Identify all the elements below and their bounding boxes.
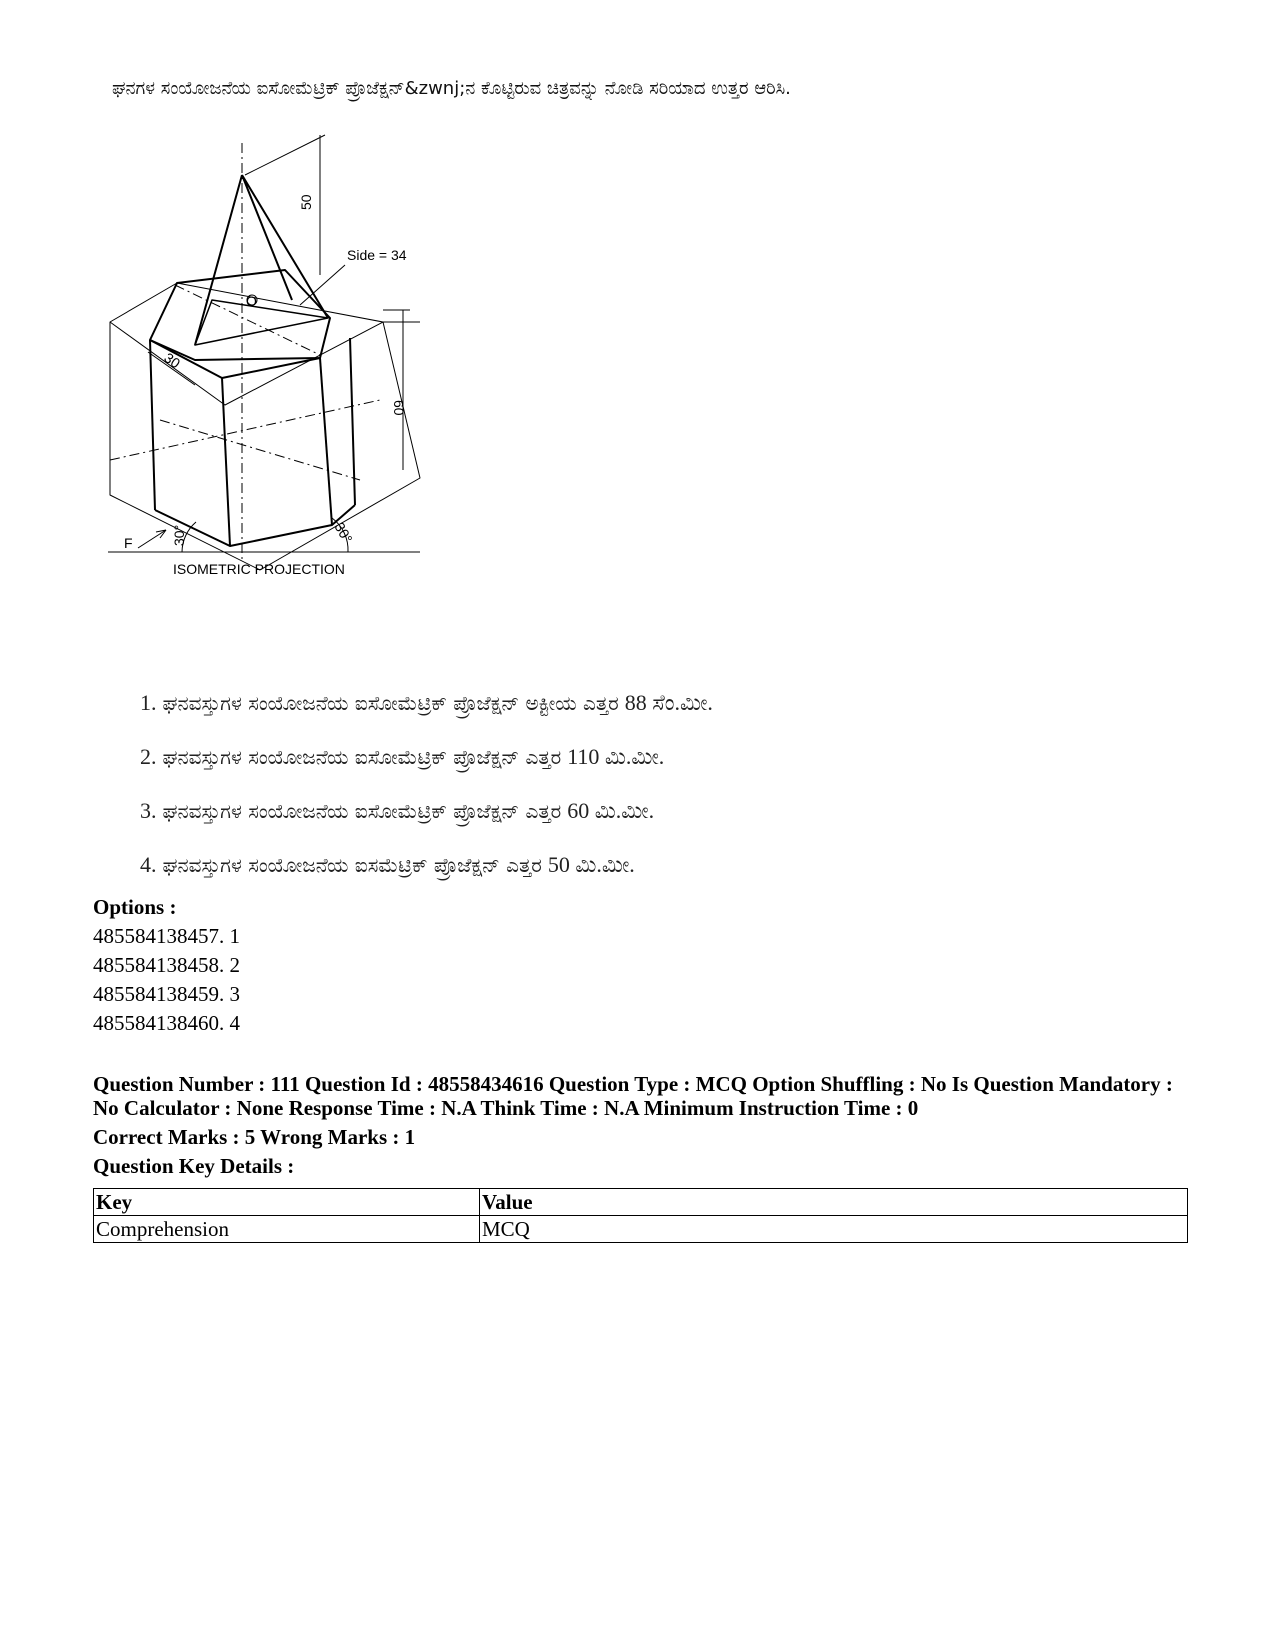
angle-right-label: 30° <box>331 519 356 546</box>
table-header-cell: Key <box>94 1189 480 1216</box>
choice-value: 110 ಮಿ.ಮೀ. <box>567 744 665 769</box>
isometric-drawing <box>100 120 450 610</box>
question-info-line: Question Number : 111 Question Id : 48558434616 Question Type : MCQ Option Shuffling : No Is Question Mandatory : No Calculator : None Response Time : N.A Think Time : N.A Minimum Instruction Time : 0 <box>93 1072 1173 1120</box>
choice-number: 1. <box>140 690 157 715</box>
table-cell: MCQ <box>480 1216 1188 1243</box>
dimension-50-label: 50 <box>298 194 314 210</box>
choice-value: 50 ಮಿ.ಮೀ. <box>547 852 635 877</box>
option-id-1: 485584138457. 1 <box>93 924 240 948</box>
question-key-table <box>93 1188 1188 1243</box>
dimension-30-label: 30 <box>161 349 184 372</box>
answer-choices <box>140 690 713 906</box>
choice-2 <box>140 744 713 798</box>
marks-line: Correct Marks : 5 Wrong Marks : 1 <box>93 1125 416 1149</box>
isometric-projection-figure <box>100 120 450 610</box>
choice-number: 3. <box>140 798 157 823</box>
choice-3 <box>140 798 713 852</box>
side-label: Side = 34 <box>347 247 407 263</box>
options-section <box>93 893 240 1038</box>
arrow-f-label: F <box>124 535 133 551</box>
option-id-2: 485584138458. 2 <box>93 953 240 977</box>
option-id-4: 485584138460. 4 <box>93 1011 240 1035</box>
choice-number: 4. <box>140 852 157 877</box>
dimension-60-label: 60 <box>391 400 407 416</box>
angle-left-label: 30° <box>171 524 187 546</box>
choice-1 <box>140 690 713 744</box>
choice-number: 2. <box>140 744 157 769</box>
question-text: ಘನಗಳ ಸಂಯೋಜನೆಯ ಐಸೋಮೆಟ್ರಿಕ್ ಪ್ರೊಜೆಕ್ಷನ್&zwnj;ನ ಕೊಟ್ಟಿರುವ ಚಿತ್ರವನ್ನು ನೋಡಿ ಸರಿಯಾದ ಉತ್ತರ ಆರಿಸಿ. <box>112 78 791 99</box>
table-row <box>94 1216 1188 1243</box>
choice-text: ಘನವಸ್ತುಗಳ ಸಂಯೋಜನೆಯ ಐಸೋಮೆಟ್ರಿಕ್ ಪ್ರೊಜೆಕ್ಷನ್ ಎತ್ತರ <box>162 745 562 769</box>
option-id-3: 485584138459. 3 <box>93 982 240 1006</box>
choice-value: 60 ಮಿ.ಮೀ. <box>567 798 655 823</box>
figure-caption: ISOMETRIC PROJECTION <box>173 561 345 577</box>
table-header-cell: Value <box>480 1189 1188 1216</box>
question-metadata <box>93 1072 1188 1178</box>
choice-text: ಘನವಸ್ತುಗಳ ಸಂಯೋಜನೆಯ ಐಸೋಮೆಟ್ರಿಕ್ ಪ್ರೊಜೆಕ್ಷನ್ ಎತ್ತರ <box>162 799 562 823</box>
center-label: O <box>246 293 257 309</box>
options-heading: Options : <box>93 895 177 919</box>
table-header-row <box>94 1189 1188 1216</box>
table-cell: Comprehension <box>94 1216 480 1243</box>
choice-value: 88 ಸೆಂ.ಮೀ. <box>624 690 713 715</box>
choice-text: ಘನವಸ್ತುಗಳ ಸಂಯೋಜನೆಯ ಐಸಮೆಟ್ರಿಕ್ ಪ್ರೊಜೆಕ್ಷನ್ ಎತ್ತರ <box>162 853 542 877</box>
choice-text: ಘನವಸ್ತುಗಳ ಸಂಯೋಜನೆಯ ಐಸೋಮೆಟ್ರಿಕ್ ಪ್ರೊಜೆಕ್ಷನ್ ಅಕ್ಟೀಯ ಎತ್ತರ <box>162 691 619 715</box>
key-details-heading: Question Key Details : <box>93 1154 295 1178</box>
